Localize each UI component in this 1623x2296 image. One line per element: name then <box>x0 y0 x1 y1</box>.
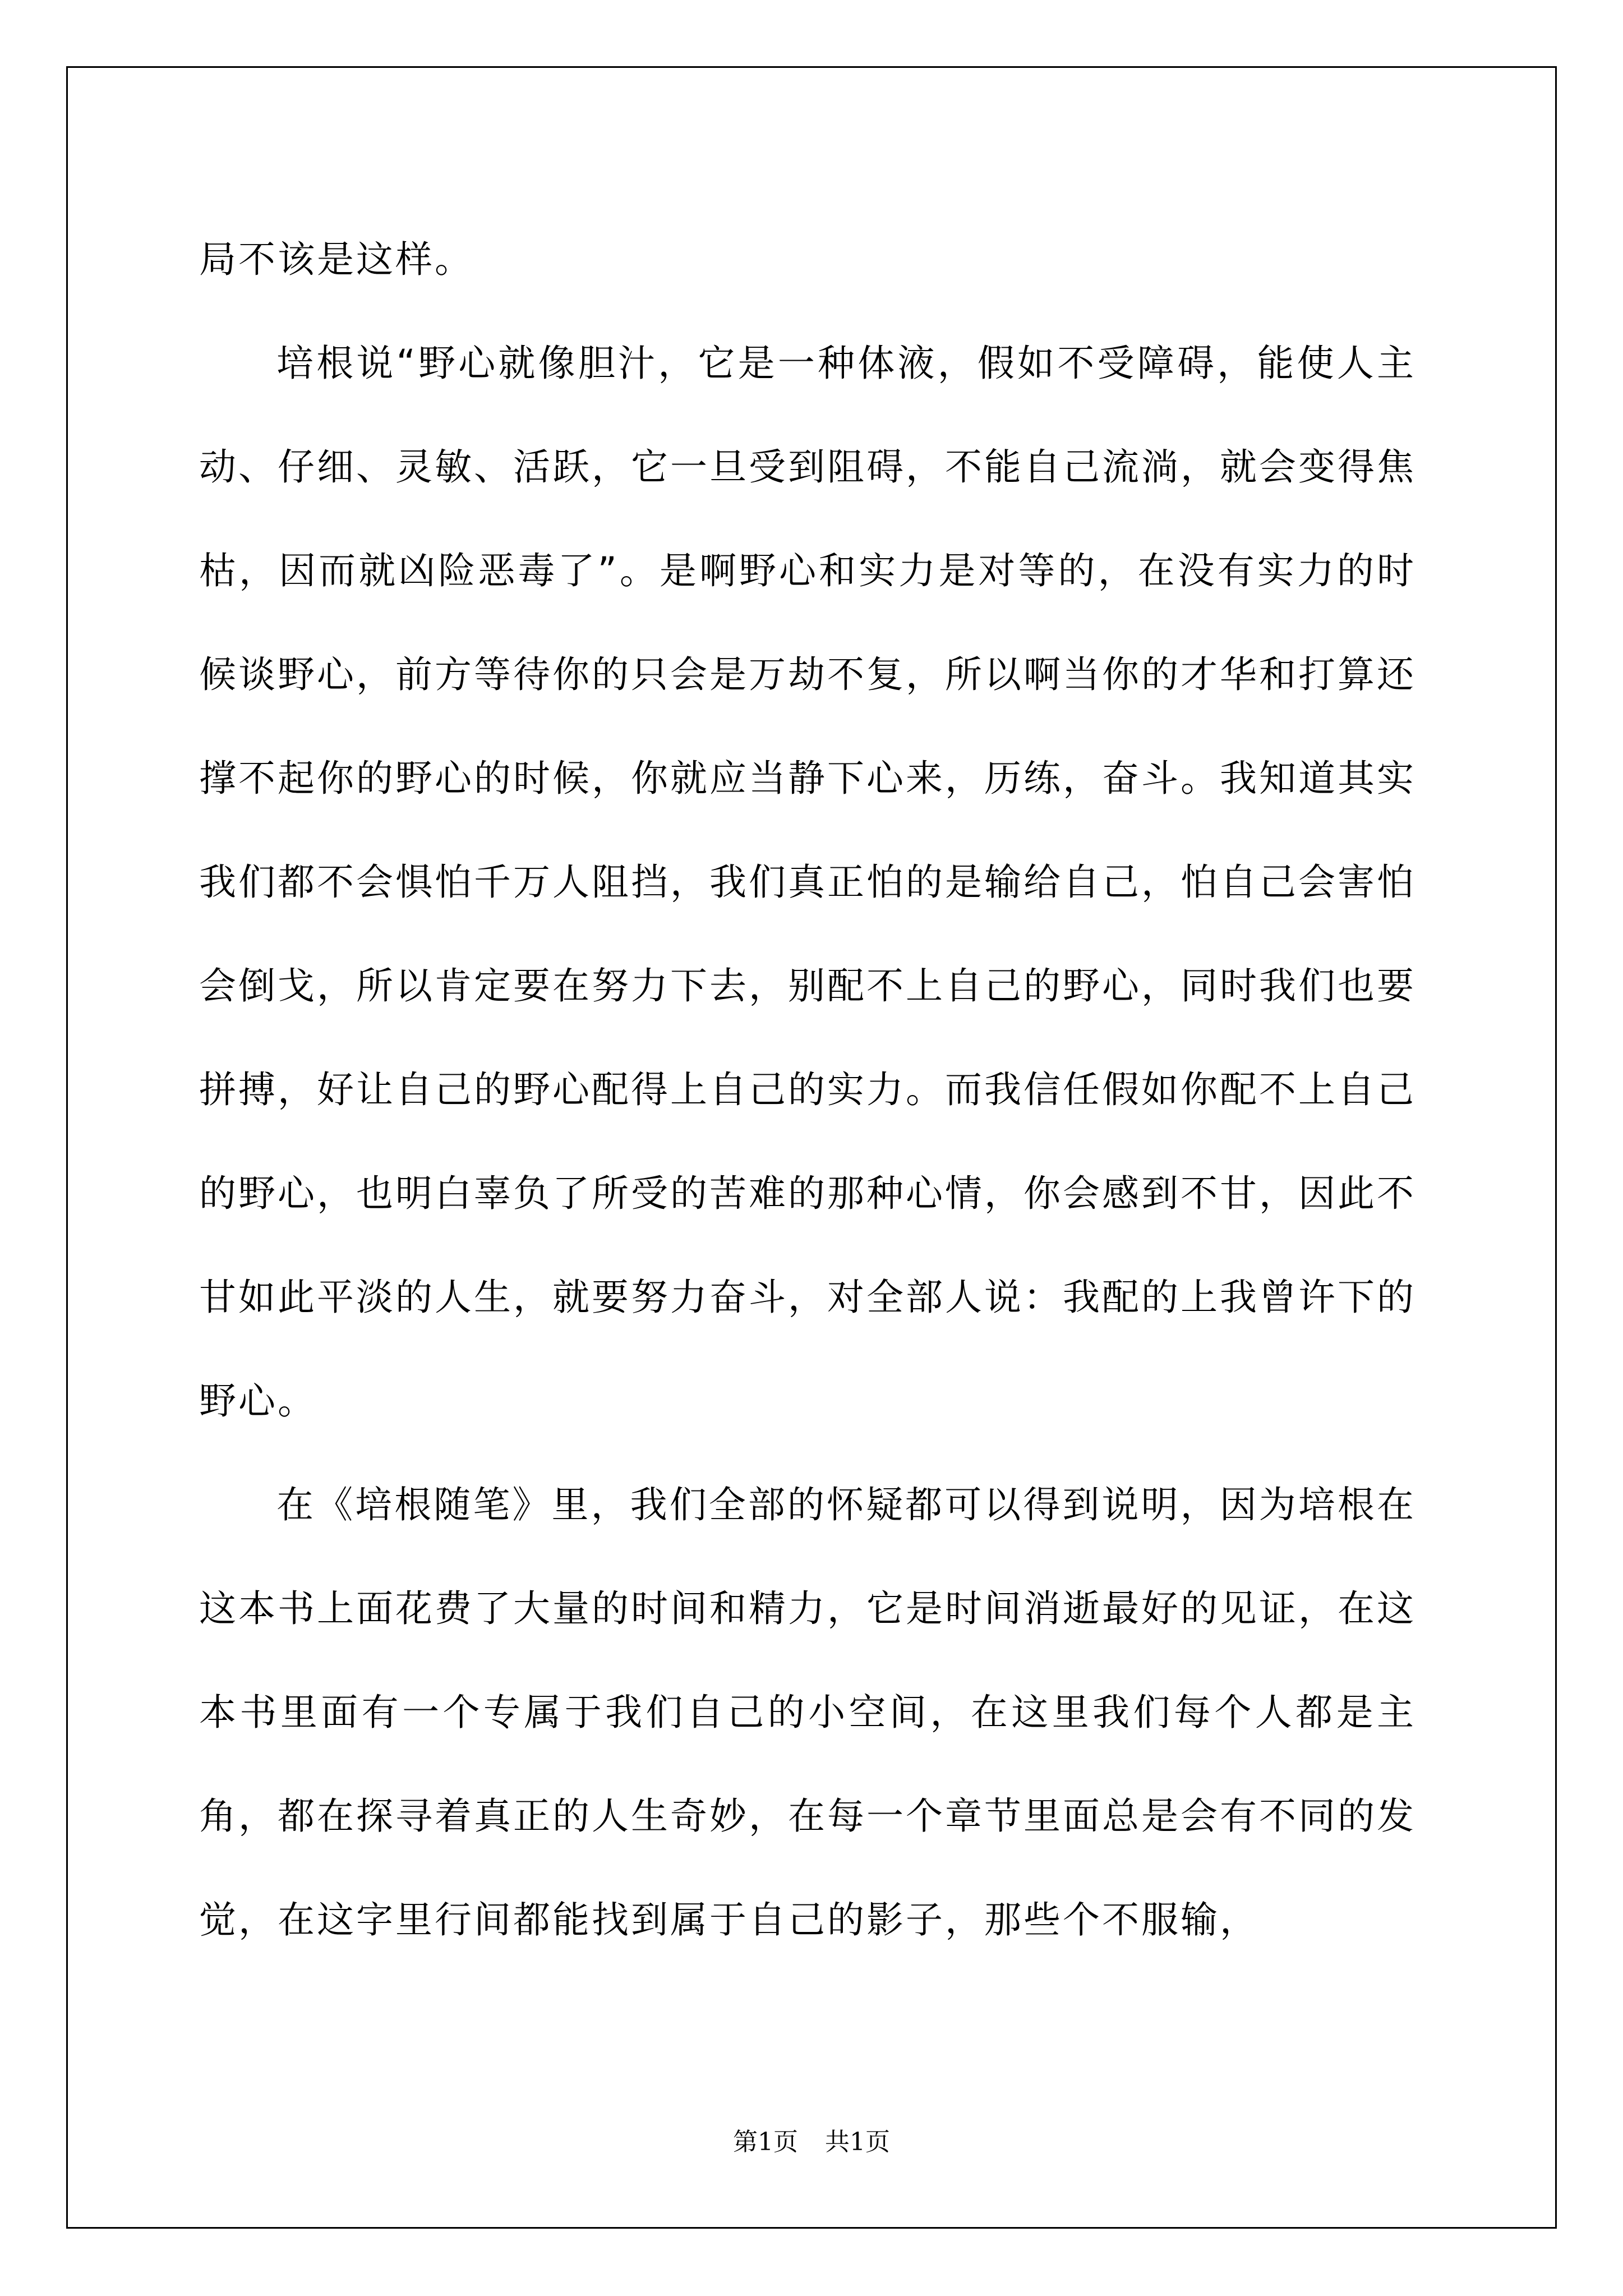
page-footer <box>0 2122 1623 2157</box>
paragraph-1: 局不该是这样。 <box>199 238 474 281</box>
document-body <box>199 208 1416 1972</box>
paragraph-3: 在《培根随笔》里，我们全部的怀疑都可以得到说明，因为培根在这本书上面花费了大量的时间和精力，它是时间消逝最好的见证，在这本书里面有一个专属于我们自己的小空间，在这里我们每个人都是主角，都在探寻着真正的人生奇妙，在每一个章节里面总是会有不同的发觉，在这字里行间都能找到属于自己的影子，那些个不服输， <box>199 1483 1416 1941</box>
page-number-total: 共1页 <box>825 2128 890 2156</box>
paragraph-2: 培根说“野心就像胆汁，它是一种体液，假如不受障碍，能使人主动、仔细、灵敏、活跃，它一旦受到阻碍，不能自己流淌，就会变得焦枯，因而就凶险恶毒了”。是啊野心和实力是对等的，在没有实力的时候谈野心，前方等待你的只会是万劫不复，所以啊当你的才华和打算还撑不起你的野心的时候，你就应当静下心来，历练，奋斗。我知道其实我们都不会惧怕千万人阻挡，我们真正怕的是输给自己，怕自己会害怕会倒戈，所以肯定要在努力下去，别配不上自己的野心，同时我们也要拼搏，好让自己的野心配得上自己的实力。而我信任假如你配不上自己的野心，也明白辜负了所受的苦难的那种心情，你会感到不甘，因此不甘如此平淡的人生，就要努力奋斗，对全部人说：我配的上我曾许下的野心。 <box>199 342 1416 1423</box>
page-number-current: 第1页 <box>733 2128 798 2156</box>
